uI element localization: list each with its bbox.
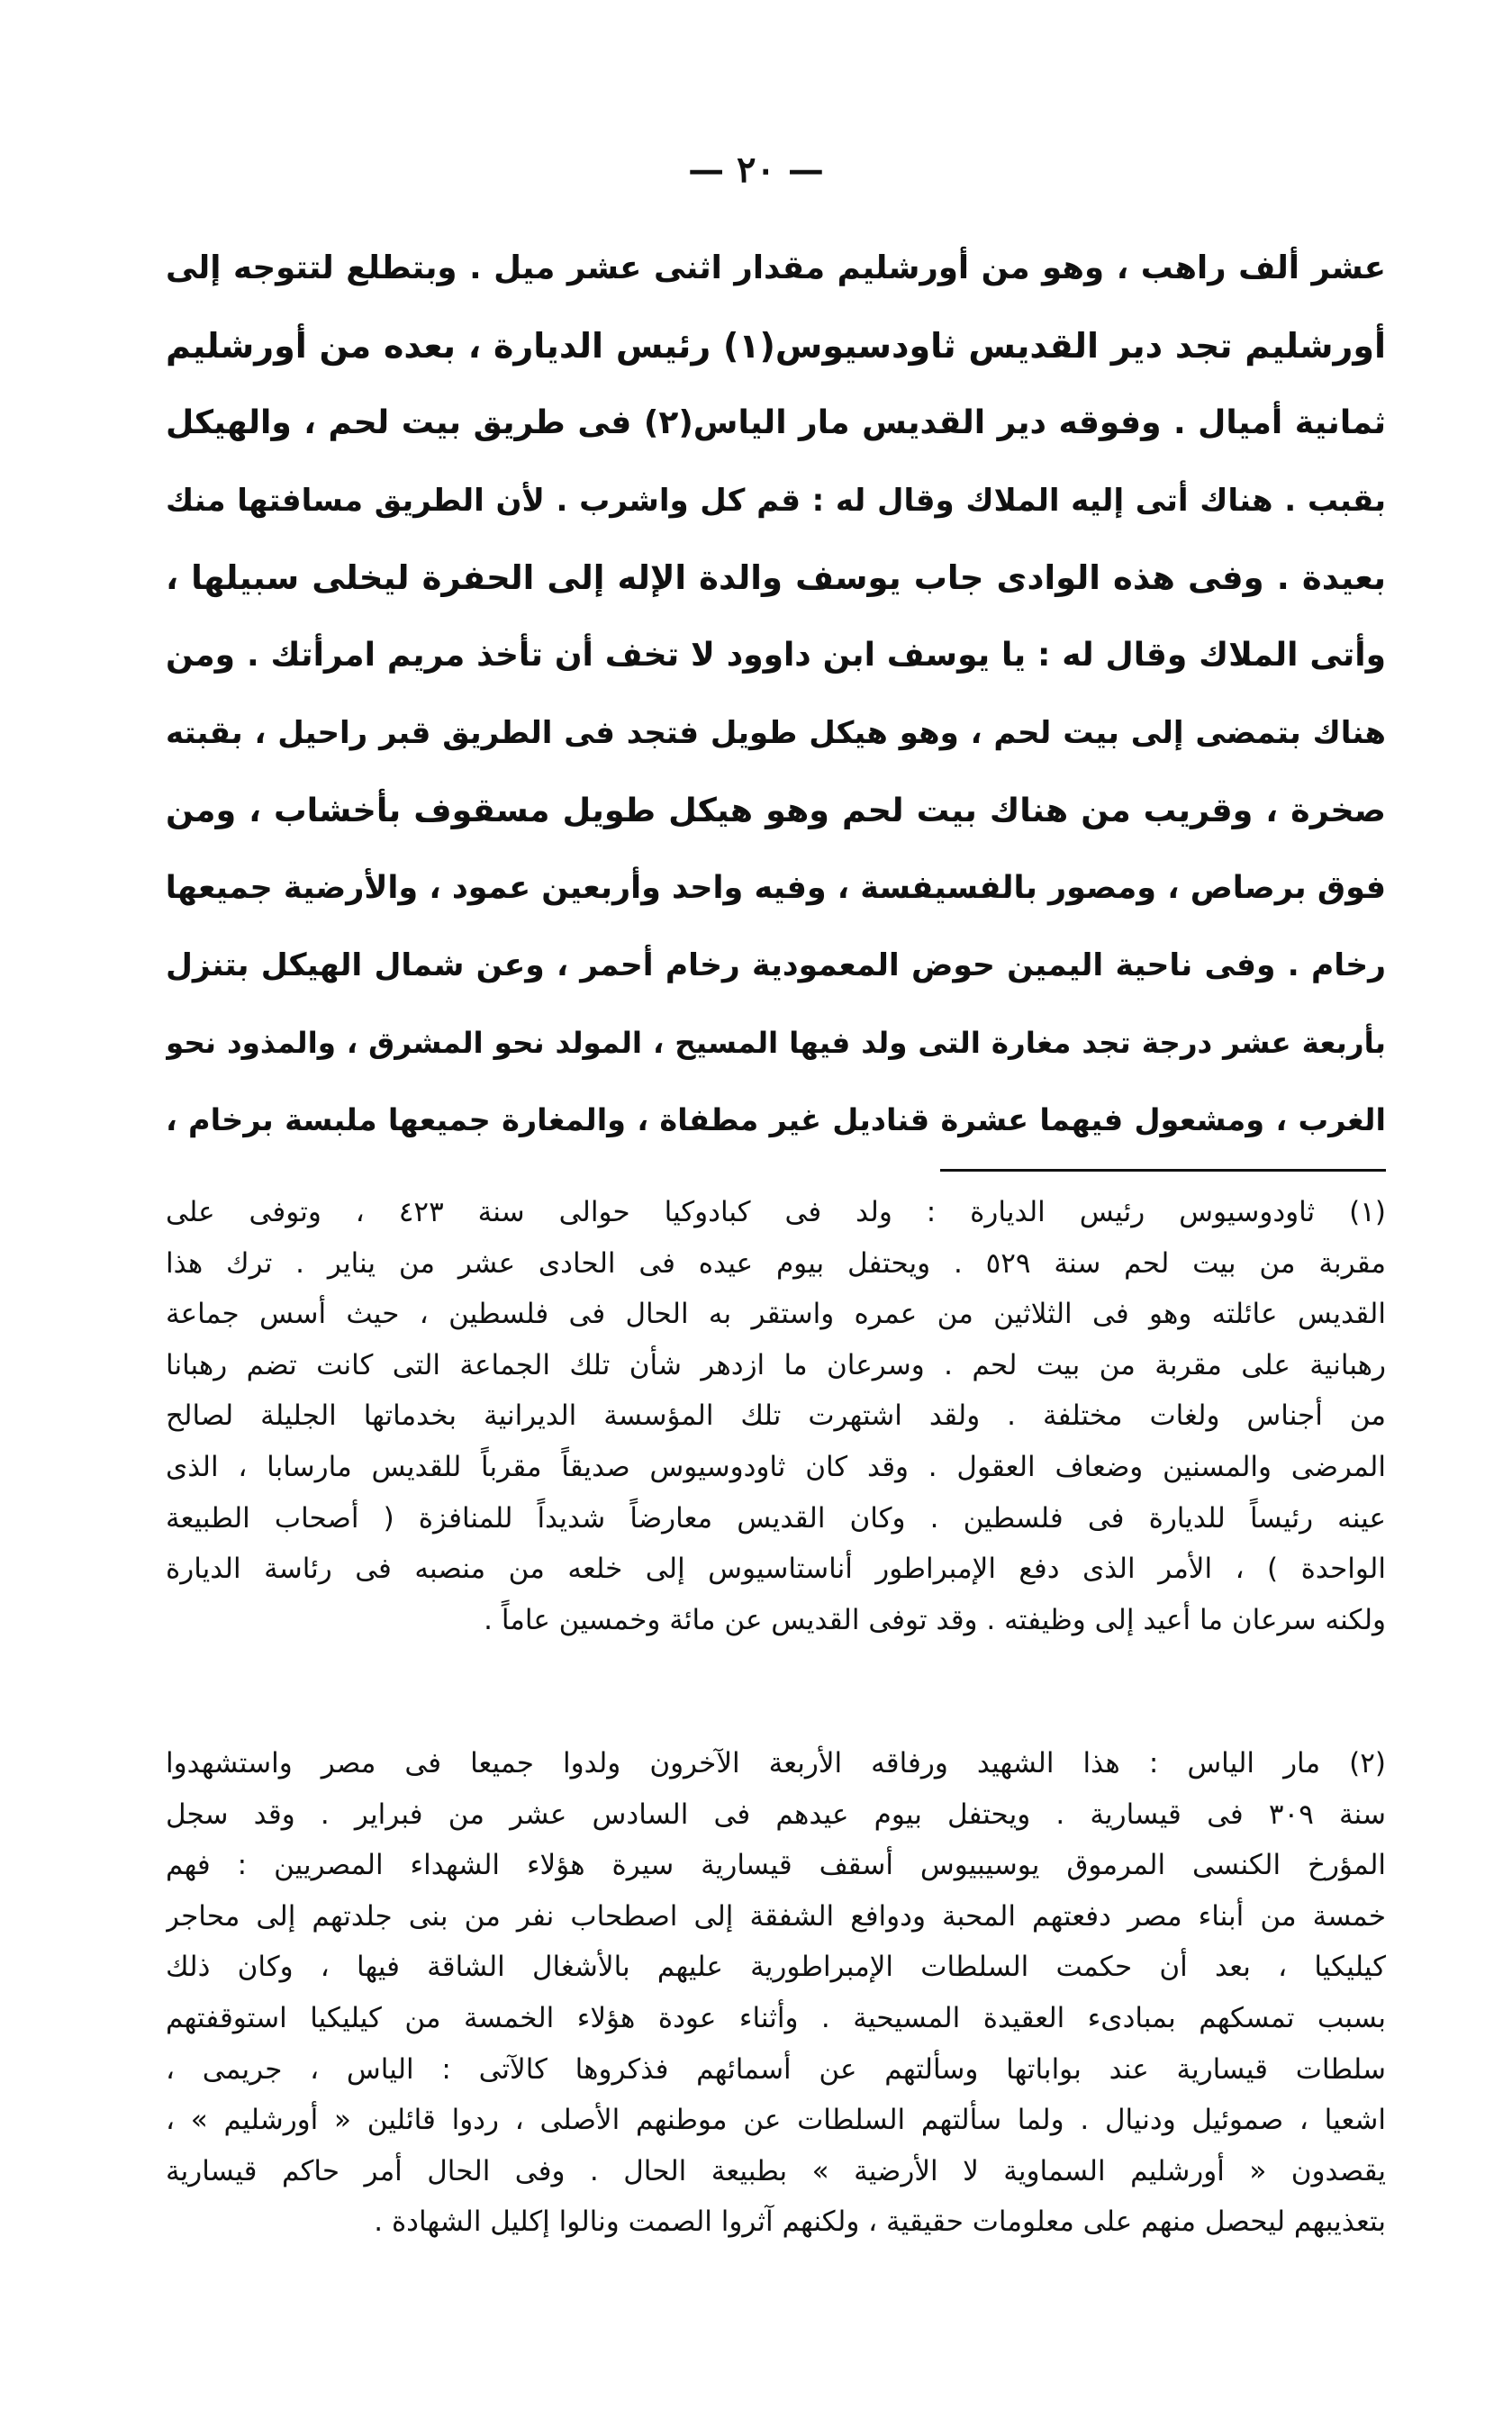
main-text-line: الغرب ، ومشعول فيهما عشرة قناديل غير مطفاة ، والمغارة جميعها ملبسة برخام ، xyxy=(166,1102,1386,1137)
footnote-line: الواحدة ) ، الأمر الذى دفع الإمبراطور أناستاسيوس إلى خلعه من منصبه فى رئاسة الديارة xyxy=(166,1553,1386,1586)
footnote-line: عينه رئيساً للديارة فى فلسطين . وكان القديس معارضاً شديداً للمنافزة ( أصحاب الطبيعة xyxy=(166,1501,1386,1535)
main-text-line: بعيدة . وفى هذه الوادى جاب يوسف والدة الإله إلى الحفرة ليخلى سبيلها ، xyxy=(166,558,1386,597)
main-text-line: صخرة ، وقريب من هناك بيت لحم وهو هيكل طويل مسقوف بأخشاب ، ومن xyxy=(166,791,1386,829)
main-text-line: رخام . وفى ناحية اليمين حوض المعمودية رخام أحمر ، وعن شمال الهيكل بتنزل xyxy=(166,947,1386,983)
footnote-line: سلطات قيسارية عند بواباتها وسألتهم عن أسمائهم فذكروها كالآتى : الياس ، جريمى ، xyxy=(166,2052,1386,2086)
footnote-line: المؤرخ الكنسى المرموق يوسيبيوس أسقف قيسارية سيرة هؤلاء الشهداء المصريين : فهم xyxy=(166,1849,1386,1882)
footnote-line: يقصدون « أورشليم السماوية لا الأرضية » بطبيعة الحال . وفى الحال أمر حاكم قيسارية xyxy=(166,2154,1386,2187)
main-text-line: عشر ألف راهب ، وهو من أورشليم مقدار اثنى عشر ميل . وبتطلع لتتوجه إلى xyxy=(166,249,1386,286)
footnote-line: بتعذيبهم ليحصل منهم على معلومات حقيقية ، ولكنهم آثروا الصمت ونالوا إكليل الشهادة . xyxy=(374,2205,1386,2239)
footnote-line: (٢) مار الياس : هذا الشهيد ورفاقه الأربعة الآخرون ولدوا جميعا فى مصر واستشهدوا xyxy=(166,1747,1386,1779)
footnote-line: بسبب تمسكهم بمبادىء العقيدة المسيحية . وأثناء عودة هؤلاء الخمسة من كيليكيا استوقفتهم xyxy=(166,2001,1386,2034)
footnote-line: ولكنه سرعان ما أعيد إلى وظيفته . وقد توفى القديس عن مائة وخمسين عاماً . xyxy=(484,1603,1386,1636)
footnote-line: القديس عائلته وهو فى الثلاثين من عمره واستقر به الحال فى فلسطين ، حيث أسس جماعة xyxy=(166,1298,1386,1331)
footnote-line: مقربة من بيت لحم سنة ٥٢٩ . ويحتفل بيوم عيده فى الحادى عشر من يناير . ترك هذا xyxy=(166,1246,1386,1280)
main-text-line: ثمانية أميال . وفوقه دير القديس مار الياس(٢) فى طريق بيت لحم ، والهيكل xyxy=(166,404,1386,441)
footnote-line: من أجناس ولغات مختلفة . ولقد اشتهرت تلك المؤسسة الديرانية بخدماتها الجليلة لصالح xyxy=(166,1399,1386,1433)
page-number: — ٢٠ — xyxy=(688,149,824,191)
footnote-line: خمسة من أبناء مصر دفعتهم المحبة ودوافع الشفقة إلى اصطحاب نفر من بنى جلدتهم إلى محاجر xyxy=(166,1899,1386,1933)
footnote-1 xyxy=(166,1187,1386,1645)
main-text-line: وأتى الملاك وقال له : يا يوسف ابن داوود لا تخف أن تأخذ مريم امرأتك . ومن xyxy=(166,637,1386,674)
main-text-line: فوق برصاص ، ومصور بالفسيفسة ، وفيه واحد وأربعين عمود ، والأرضية جميعها xyxy=(166,870,1386,906)
main-text-line: بقبب . هناك أتى إليه الملاك وقال له : قم كل واشرب . لأن الطريق مسافتها منك xyxy=(166,483,1386,519)
main-text-line: هناك بتمضى إلى بيت لحم ، وهو هيكل طويل فتجد فى الطريق قبر راحيل ، بقبته xyxy=(166,715,1386,751)
footnote-line: (١) ثاودوسيوس رئيس الديارة : ولد فى كبادوكيا حوالى سنة ٤٢٣ ، وتوفى على xyxy=(166,1196,1386,1228)
footnote-line: كيليكيا ، بعد أن حكمت السلطات الإمبراطورية عليهم بالأشغال الشاقة فيها ، وكان ذلك xyxy=(166,1951,1386,1984)
footnote-separator xyxy=(940,1169,1386,1172)
footnote-line: رهبانية على مقربة من بيت لحم . وسرعان ما ازدهر شأن تلك الجماعة التى كانت تضم رهبانا xyxy=(166,1348,1386,1381)
footnote-line: اشعيا ، صموئيل ودنيال . ولما سألتهم السلطات عن موطنهم الأصلى ، ردوا قائلين « أورشليم » ، xyxy=(166,2104,1386,2137)
footnote-2 xyxy=(166,1738,1386,2248)
footnote-line: المرضى والمسنين وضعاف العقول . وقد كان ثاودوسيوس صديقاً مقرباً للقديس مارسابا ، الذى xyxy=(166,1450,1386,1483)
main-text xyxy=(166,230,1386,1159)
footnote-line: سنة ٣٠٩ فى قيسارية . ويحتفل بيوم عيدهم فى السادس عشر من فبراير . وقد سجل xyxy=(166,1798,1386,1831)
main-text-line: أورشليم تجد دير القديس ثاودسيوس(١) رئيس الديارة ، بعده من أورشليم xyxy=(166,326,1386,366)
main-text-line: بأربعة عشر درجة تجد مغارة التى ولد فيها المسيح ، المولد نحو المشرق ، والمذود نحو xyxy=(166,1026,1386,1060)
